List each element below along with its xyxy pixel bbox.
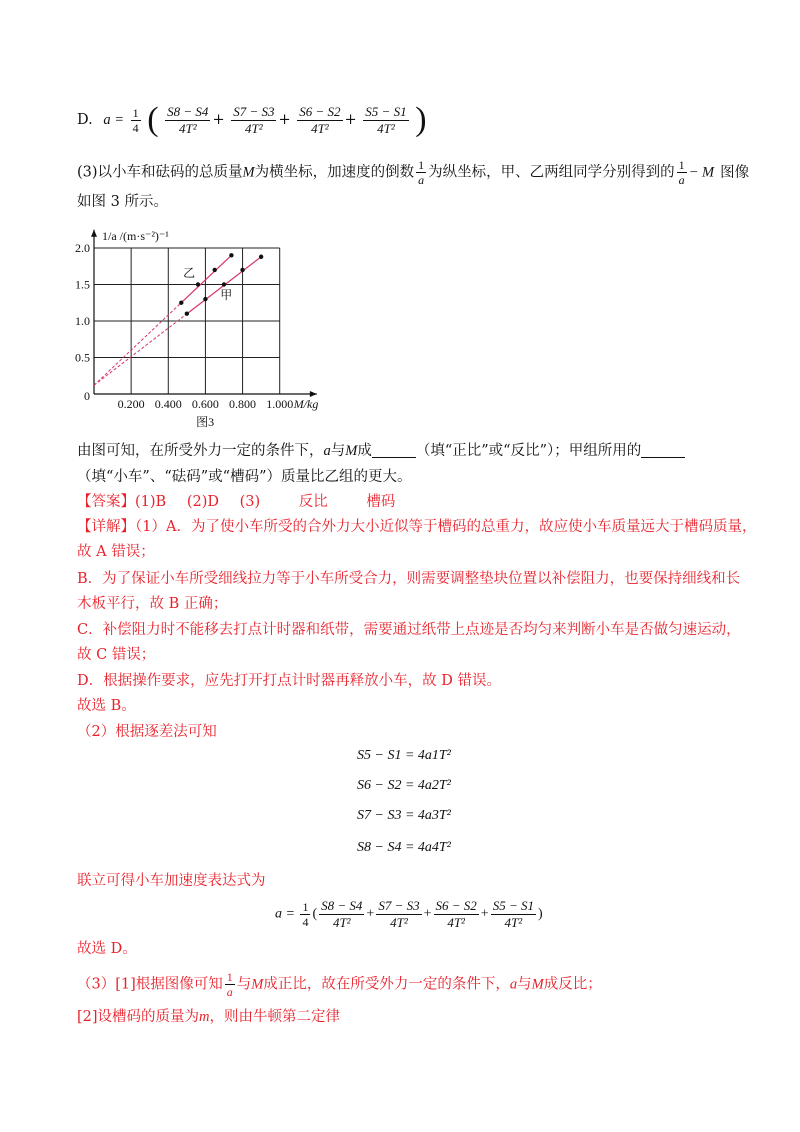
y-tick-label: 0.5 [75,350,90,365]
q3-frac2: $\frac{1}{a}$ [678,158,685,187]
answer-part3-1: 反比 [298,494,328,510]
fit-line-dashed-甲 [94,314,187,385]
answer-blank-1[interactable] [372,443,416,458]
figure-3-chart [68,212,348,434]
x-tick-label: 0.600 [191,397,219,411]
detail-line4: 木板平行，故 B 正确； [77,596,228,612]
equation-2: S6 − S2 = 4a2T² [357,778,451,793]
x-tick-label: 0.200 [117,397,145,411]
series-label-jia: 甲 [220,288,233,303]
q3-stem-line1 [77,158,749,187]
q3-stem-line2: 如图 3 所示。 [77,194,168,210]
q3-text: 图像 [720,164,750,181]
q3-text: (3)以小车和砝码的总质量 [77,164,243,181]
data-point-甲 [222,282,226,286]
answer-part1: (1)B [135,494,167,510]
y-axis-label: 1/a /(m·s⁻²)⁻¹ [102,228,169,243]
series-label-yi: 乙 [183,266,196,281]
equation-3: S7 − S3 = 4a3T² [357,808,451,823]
y-axis-arrow [91,230,97,237]
q3-text: 为横坐标，加速度的倒数 [254,164,415,181]
option-d-coef: $\frac{1}{4}$ [132,105,139,135]
data-point-乙 [229,253,233,257]
option-d-term-1: $\frac{S8 - S4}{\text{4T²}}$ [167,103,209,136]
data-point-甲 [203,297,207,301]
part3-line2: [2]设槽码的质量为m，则由牛顿第二定律 [77,1009,341,1025]
answer-part3: (3) [239,494,261,510]
x-tick-label: 0.400 [154,397,182,411]
y-tick-label: 1.0 [75,314,90,328]
figure-caption: 图3 [196,415,215,429]
option-d-term-2: $\frac{S7 - S3}{\text{4T²}}$ [233,103,275,136]
detail-line3: B．为了保证小车所受细线拉力等于小车所受合力，则需要调整垫块位置以补偿阻力，也要保持细线和长 [77,571,741,587]
y-tick-label: 1.5 [75,277,90,292]
data-point-乙 [196,282,200,286]
detail-line1: 【详解】（1）A．为了使小车所受的合外力大小近似等于槽码的总重力，故应使小车质量远大于槽码质量， [77,519,757,535]
data-point-甲 [240,268,244,272]
answer-part3-2: 槽码 [366,494,396,510]
part3-line1: （3）[1]根据图像可知 $\frac{1}{a}$ 与M成正比，故在所受外力一定的条件下，a与M成反比； [77,970,602,999]
option-d-term-3: $\frac{S6 - S2}{\text{4T²}}$ [299,103,341,136]
combined-term-4: $\frac{S5 - S1}{\text{4T²}}$ [492,898,534,930]
x-tick-label: 0.800 [229,397,257,411]
detail-line8: 故选 B。 [77,698,136,714]
detail-line7: D．根据操作要求，应先打开打点计时器再释放小车，故 D 错误。 [77,673,501,689]
q3-var-M2: − M [688,164,715,181]
answer-tag: 【答案】 [77,494,135,510]
answer-blank-2[interactable] [641,443,685,458]
combined-equation: a = $\frac{1}{4}$ ( $\frac{S8 - S4}{\text{4T²}}$ + $\frac{S7 - S3}{\text{4T²}}$ + $\frac{S6 - S2}{\text{4T²}}$ + $\frac{S5 - S1}{\text{4T²}}$ ) [275,898,543,930]
equation-1: S5 − S1 = 4a1T² [357,748,451,763]
data-point-乙 [179,301,183,305]
detail-line5: C．补偿阻力时不能移去打点计时器和纸带，需要通过纸带上点迹是否均匀来判断小车是否做匀速运动， [77,622,741,638]
right-paren: ) [415,101,427,138]
q3-question-line1: 由图可知，在所受外力一定的条件下，a与M成 （填“正比”或“反比”）；甲组所用的 [77,440,685,462]
answer-line [77,491,395,513]
x-tick-label: 1.000 [266,397,294,411]
q3-frac: $\frac{1}{a}$ [418,158,425,187]
q3-var-M: M [242,164,255,181]
y-tick-label: 0 [84,389,90,403]
equation-4: S8 − S4 = 4a4T² [357,840,451,855]
detail-line2: 故 A 错误； [77,544,155,560]
q3-question-line2: （填“小车”、“砝码”或“槽码”）质量比乙组的更大。 [77,469,412,485]
combine-text: 联立可得小车加速度表达式为 [77,873,266,889]
y-tick-label: 2.0 [75,241,90,255]
combine-after: 故选 D。 [77,941,137,957]
option-d: D. a = $\frac{1}{4}$ ( $\frac{S8 - S4}{\text{4T²}}$ + $\frac{S7 - S3}{\text{4T²}}$ + $\frac{S6 - S2}{\text{4T²}}$ + $\frac{S5 - S1}{\text{4T²}}$ ) [77,101,427,138]
detail-tag: 【详解】 [77,519,135,535]
q3-text: 为纵坐标，甲、乙两组同学分别得到的 [428,164,675,181]
part3-frac: $\frac{1}{a}$ [226,970,233,999]
data-point-甲 [185,312,189,316]
x-axis-label: M/kg [293,397,319,411]
combined-coef: $\frac{1}{4}$ [302,900,309,929]
detail-line6: 故 C 错误； [77,647,156,663]
detail-line9: （2）根据逐差法可知 [77,724,217,740]
option-d-term-4: $\frac{S5 - S1}{\text{4T²}}$ [365,103,407,136]
data-point-甲 [259,255,263,259]
data-point-乙 [213,268,217,272]
answer-part2: (2)D [186,494,219,510]
combined-term-1: $\frac{S8 - S4}{\text{4T²}}$ [321,898,363,930]
option-d-prefix: a = [103,112,124,128]
combined-term-2: $\frac{S7 - S3}{\text{4T²}}$ [378,898,420,930]
combined-term-3: $\frac{S6 - S2}{\text{4T²}}$ [435,898,477,930]
left-paren: ( [147,101,159,138]
option-d-label: D. [77,112,93,128]
